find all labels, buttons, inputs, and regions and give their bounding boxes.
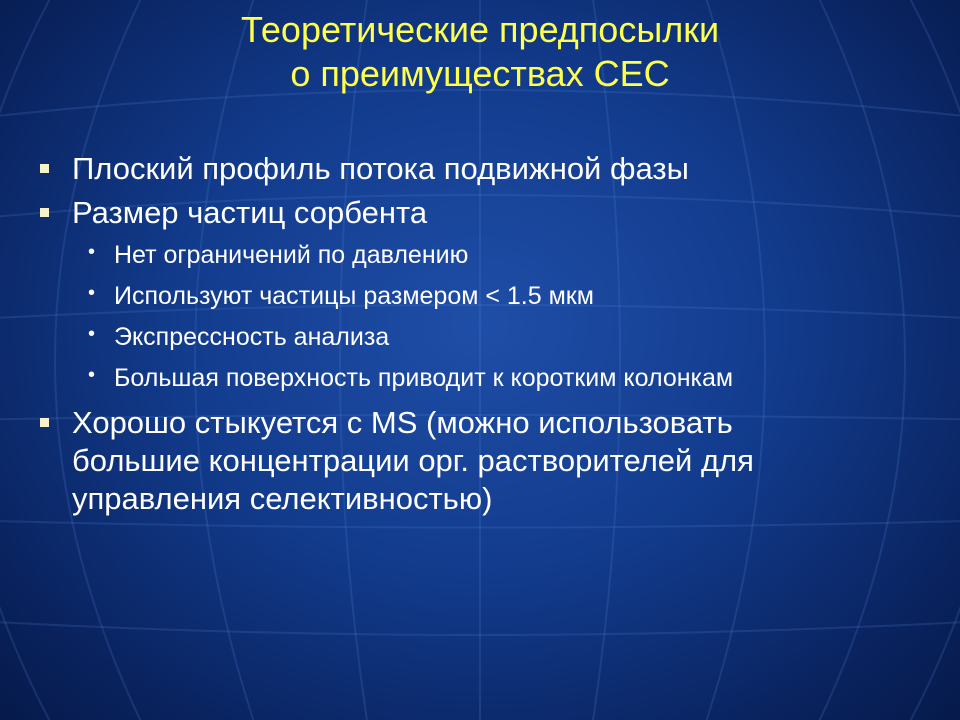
dot-bullet-icon: • (88, 364, 96, 386)
sub-bullet-text: Нет ограничений по давлению (114, 241, 469, 269)
sub-bullet-item (36, 240, 936, 270)
sub-bullet-item (36, 363, 936, 393)
dot-bullet-icon: • (88, 241, 96, 263)
slide-title (0, 8, 960, 96)
bullet-text: Плоский профиль потока подвижной фазы (72, 151, 689, 186)
title-line-2: о преимуществах СЕС (290, 53, 670, 94)
bullet-text: Размер частиц сорбента (72, 195, 428, 230)
square-bullet-icon (40, 418, 49, 427)
sub-bullet-item (36, 322, 936, 352)
square-bullet-icon (40, 208, 49, 217)
sub-bullet-text: Используют частицы размером < 1.5 мкм (114, 282, 594, 310)
sub-bullet-item (36, 281, 936, 311)
bullet-item-flow-profile (36, 150, 936, 188)
square-bullet-icon (40, 164, 49, 173)
bullet-text-line: Хорошо стыкуется с MS (можно использовать (72, 405, 733, 440)
bullet-item-ms-compatibility (36, 404, 936, 518)
bullet-text-line: большие концентрации орг. растворителей для (72, 443, 754, 478)
bullet-item-particle-size (36, 194, 936, 232)
bullet-text-line: управления селективностью) (72, 481, 493, 516)
dot-bullet-icon: • (88, 323, 96, 345)
sub-bullet-text: Большая поверхность приводит к коротким колонкам (114, 364, 734, 392)
sub-bullet-list (36, 240, 936, 393)
bullet-list (36, 150, 936, 524)
title-line-1: Теоретические предпосылки (240, 9, 720, 50)
dot-bullet-icon: • (88, 282, 96, 304)
sub-bullet-text: Экспрессность анализа (114, 323, 390, 351)
